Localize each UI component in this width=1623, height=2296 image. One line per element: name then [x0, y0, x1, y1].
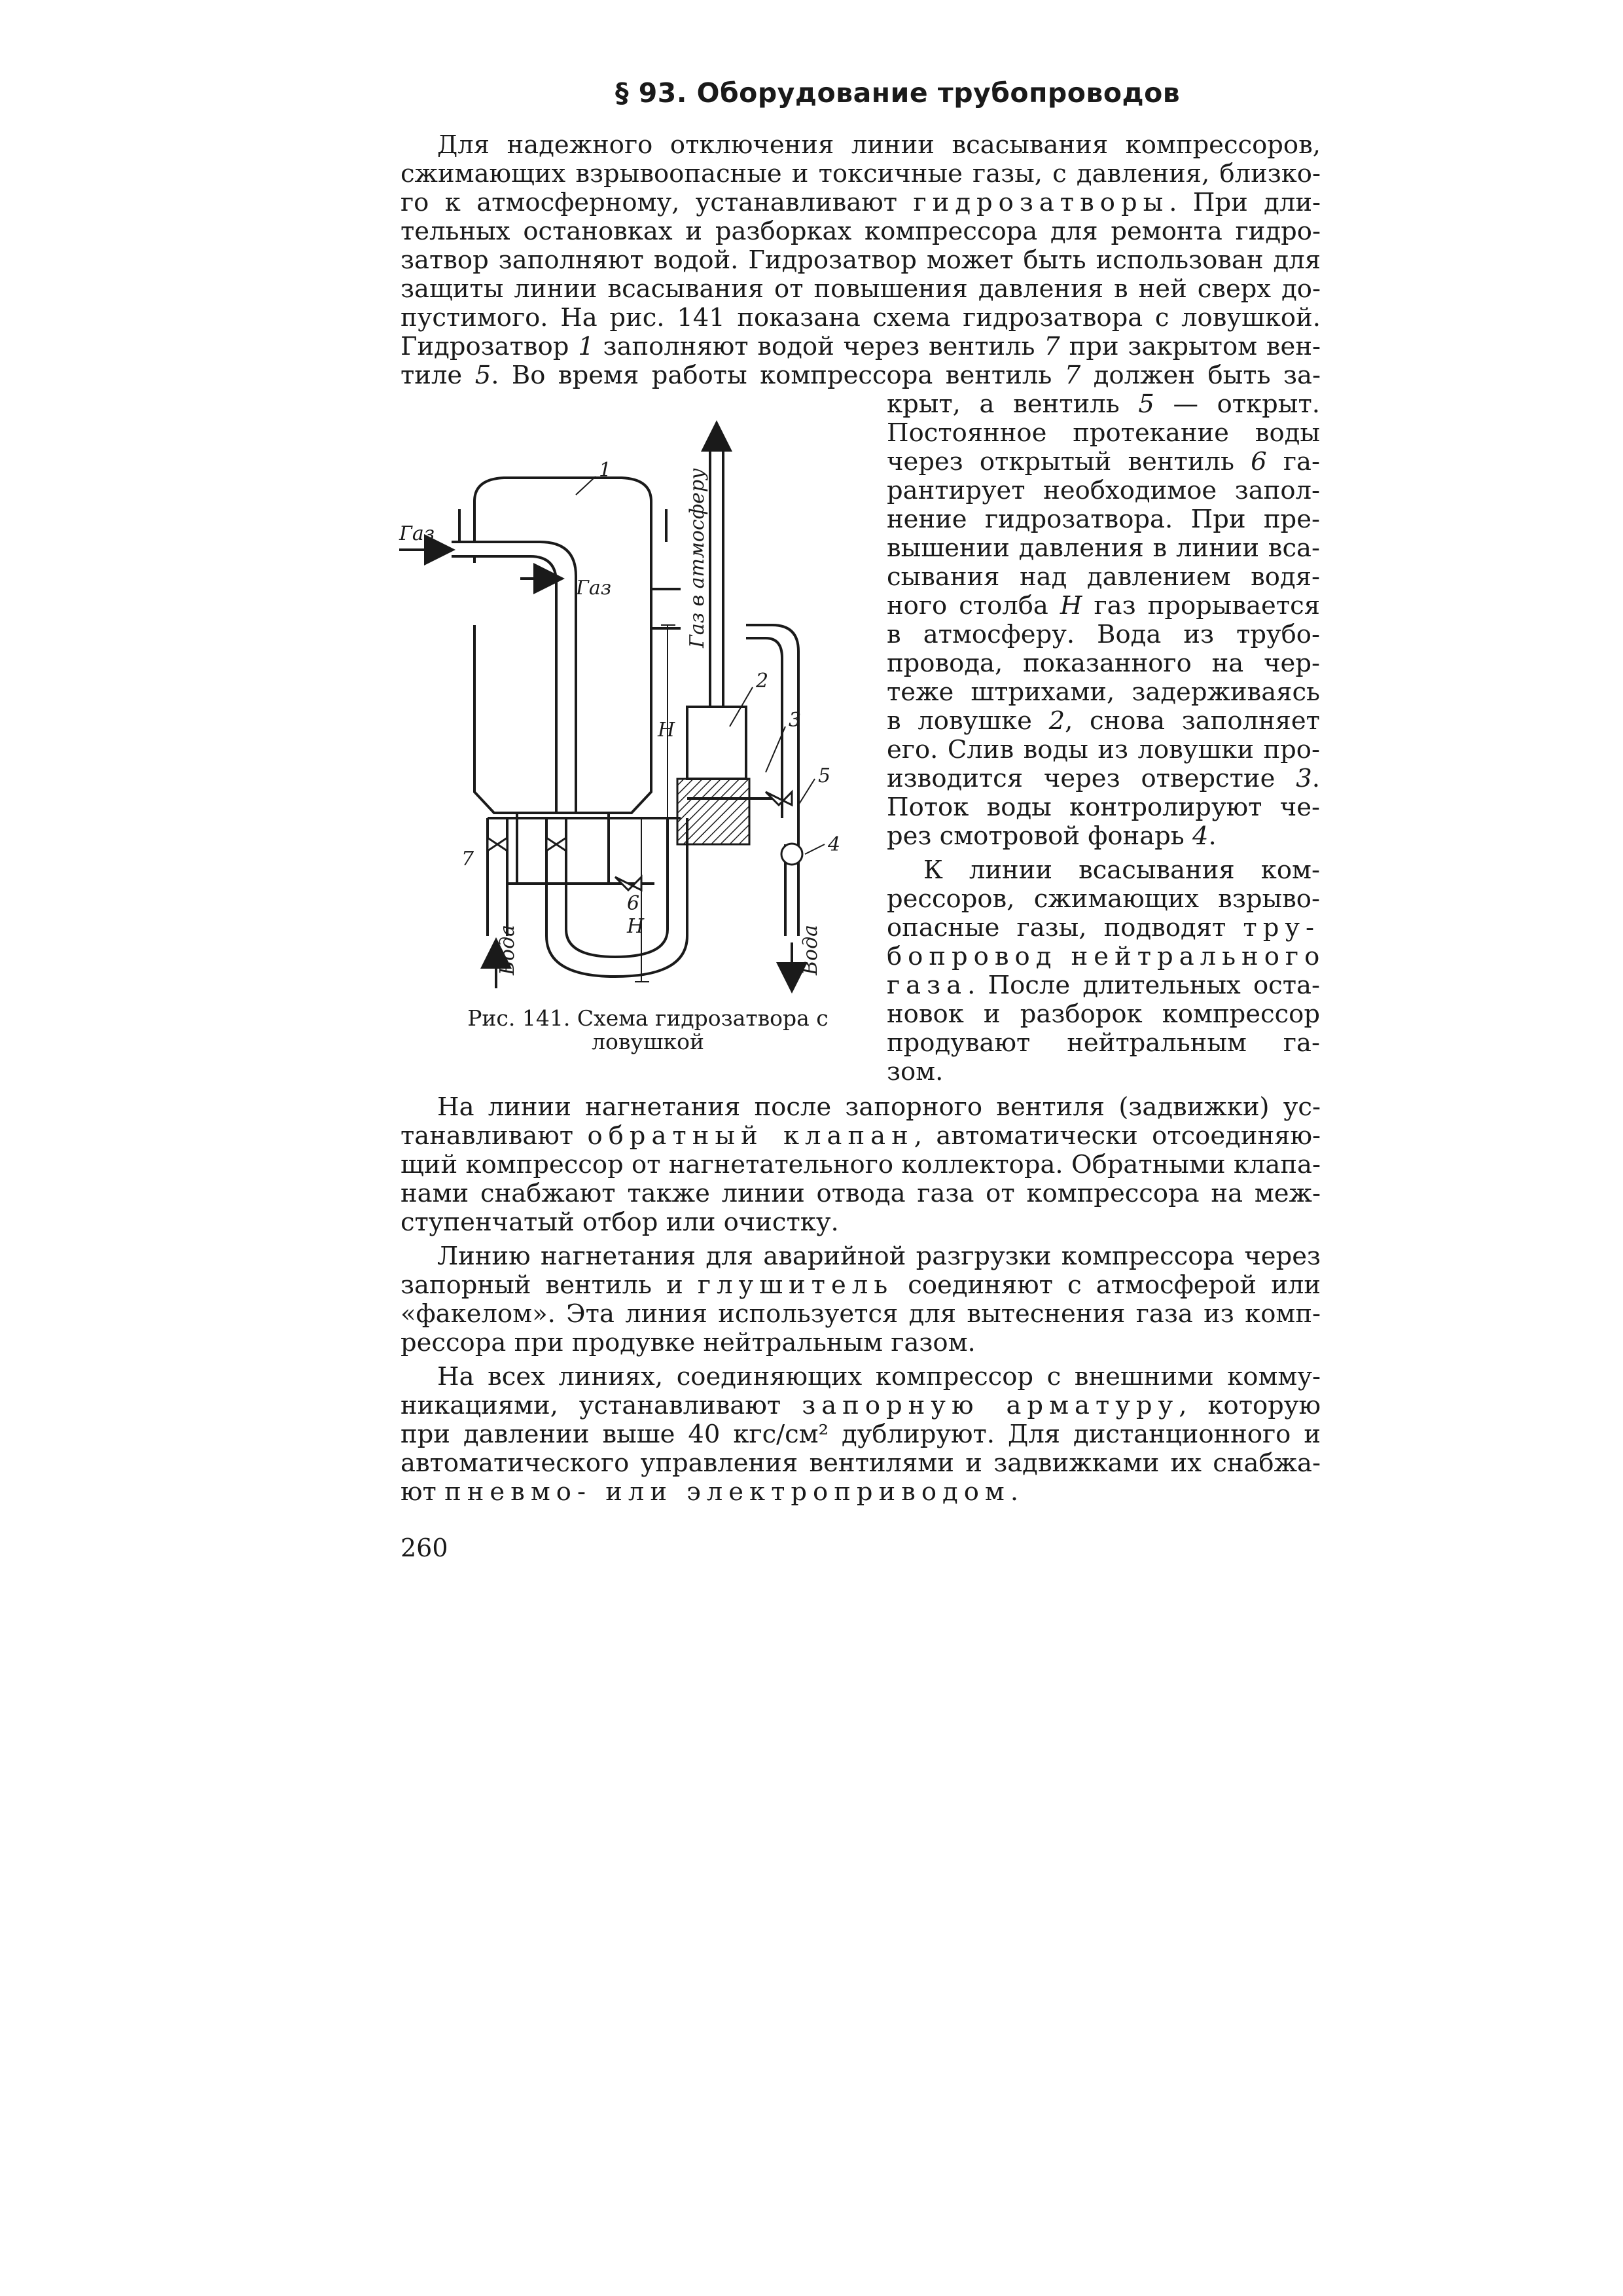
label-gas-out: Газ в атмосферу — [686, 468, 709, 648]
figure-caption: Рис. 141. Схема гидрозатвора с ловушкой — [467, 1005, 829, 1054]
vessel-outline — [474, 478, 651, 813]
text-line: вышении давления в линии вса- — [887, 533, 1320, 563]
text-line: продувают нейтральным га- — [887, 1028, 1320, 1058]
text-line: газа. После длительных оста- — [887, 971, 1320, 1000]
text-line: в ловушке 2, снова заполняет — [887, 706, 1320, 736]
callout-6: 6 — [627, 892, 640, 915]
text-line: защиты линии всасывания от повышения давления в ней сверх до- — [401, 274, 1321, 304]
label-water-left: Вода — [496, 924, 519, 975]
text-line: нение гидрозатвора. При пре- — [887, 505, 1320, 534]
text-line: рантирует необходимое запол- — [887, 476, 1320, 505]
text-line: танавливают обратный клапан, автоматически отсоединяю- — [401, 1121, 1321, 1151]
text-line: изводится через отверстие 3. — [887, 764, 1320, 793]
text-line: опасные газы, подводят тру- — [887, 913, 1320, 942]
text-line: На линии нагнетания после запорного вентиля (задвижки) ус- — [437, 1092, 1321, 1122]
text-line: рез смотровой фонарь 4. — [887, 821, 1217, 851]
label-gas-vessel: Газ — [576, 577, 612, 600]
label-h-lower: H — [627, 915, 645, 938]
label-water-right: Вода — [799, 924, 822, 975]
text-line: его. Слив воды из ловушки про- — [887, 735, 1320, 764]
text-line: Линию нагнетания для аварийной разгрузки компрессора через — [437, 1242, 1321, 1271]
text-line: Поток воды контролируют че- — [887, 793, 1320, 822]
callout-1: 1 — [599, 459, 612, 482]
text-line: зом. — [887, 1057, 944, 1086]
text-line: при давлении выше 40 кгс/см² дублируют. Для дистанционного и — [401, 1420, 1321, 1449]
valve-7 — [488, 838, 507, 851]
text-line: рессоров, сжимающих взрыво- — [887, 884, 1320, 914]
text-line: через открытый вентиль 6 га- — [887, 447, 1320, 476]
text-line: Постоянное протекание воды — [887, 418, 1320, 448]
text-line: рессора при продувке нейтральным газом. — [401, 1328, 976, 1357]
label-h-upper: H — [658, 719, 675, 742]
text-line: в атмосферу. Вода из трубо- — [887, 620, 1320, 649]
callout-2: 2 — [756, 670, 769, 692]
text-line: щий компрессор от нагнетательного коллектора. Обратными клапа- — [401, 1150, 1321, 1179]
callout-7: 7 — [461, 848, 474, 870]
text-line: го к атмосферному, устанавливают гидрозатворы. При дли- — [401, 188, 1321, 217]
page-title: § 93. Оборудование трубопроводов — [615, 77, 1181, 109]
text-line: На всех линиях, соединяющих компрессор с внешними комму- — [437, 1362, 1321, 1391]
text-line: Гидрозатвор 1 заполняют водой через вентиль 7 при закрытом вен- — [401, 332, 1321, 361]
text-line: затвор заполняют водой. Гидрозатвор может быть использован для — [401, 245, 1321, 275]
text-line: автоматического управления вентилями и задвижками их снабжа- — [401, 1448, 1321, 1478]
text-line: запорный вентиль и глушитель соединяют с атмосферой или — [401, 1270, 1321, 1300]
text-line: ступенчатый отбор или очистку. — [401, 1208, 839, 1237]
text-line: сжимающих взрывоопасные и токсичные газы, с давления, близко- — [401, 159, 1321, 188]
text-line: провода, показанного на чер- — [887, 649, 1320, 678]
page-number: 260 — [401, 1534, 448, 1562]
text-line: крыт, а вентиль 5 — открыт. — [887, 389, 1320, 419]
text-line: пустимого. На рис. 141 показана схема гидрозатвора с ловушкой. — [401, 303, 1321, 332]
valve-upper — [546, 838, 566, 851]
text-line: ного столба H газ прорывается — [887, 591, 1320, 620]
sight-glass-4 — [781, 844, 802, 865]
text-line: «факелом». Эта линия используется для вытеснения газа из комп- — [401, 1299, 1321, 1329]
label-gas-in: Газ — [399, 522, 435, 545]
text-line: бопровод нейтрального — [887, 942, 1326, 971]
callout-5: 5 — [818, 764, 831, 787]
text-line: К линии всасывания ком- — [923, 855, 1320, 885]
text-line: тиле 5. Во время работы компрессора вентиль 7 должен быть за- — [401, 361, 1321, 390]
hydraulic-seal-diagram — [380, 425, 877, 1001]
text-line: Для надежного отключения линии всасывания компрессоров, — [437, 130, 1321, 160]
text-line: никациями, устанавливают запорную арматуру, которую — [401, 1391, 1321, 1420]
text-line: нами снабжают также линии отвода газа от компрессора на меж- — [401, 1179, 1321, 1208]
callout-3: 3 — [789, 709, 802, 732]
text-line: тельных остановках и разборках компрессора для ремонта гидро- — [401, 217, 1321, 246]
callout-4: 4 — [828, 833, 841, 856]
text-line: сывания над давлением водя- — [887, 562, 1320, 592]
text-line: ют пневмо- или электроприводом. — [401, 1477, 1019, 1507]
text-line: новок и разборок компрессор — [887, 999, 1320, 1029]
text-line: теже штрихами, задерживаясь — [887, 677, 1320, 707]
